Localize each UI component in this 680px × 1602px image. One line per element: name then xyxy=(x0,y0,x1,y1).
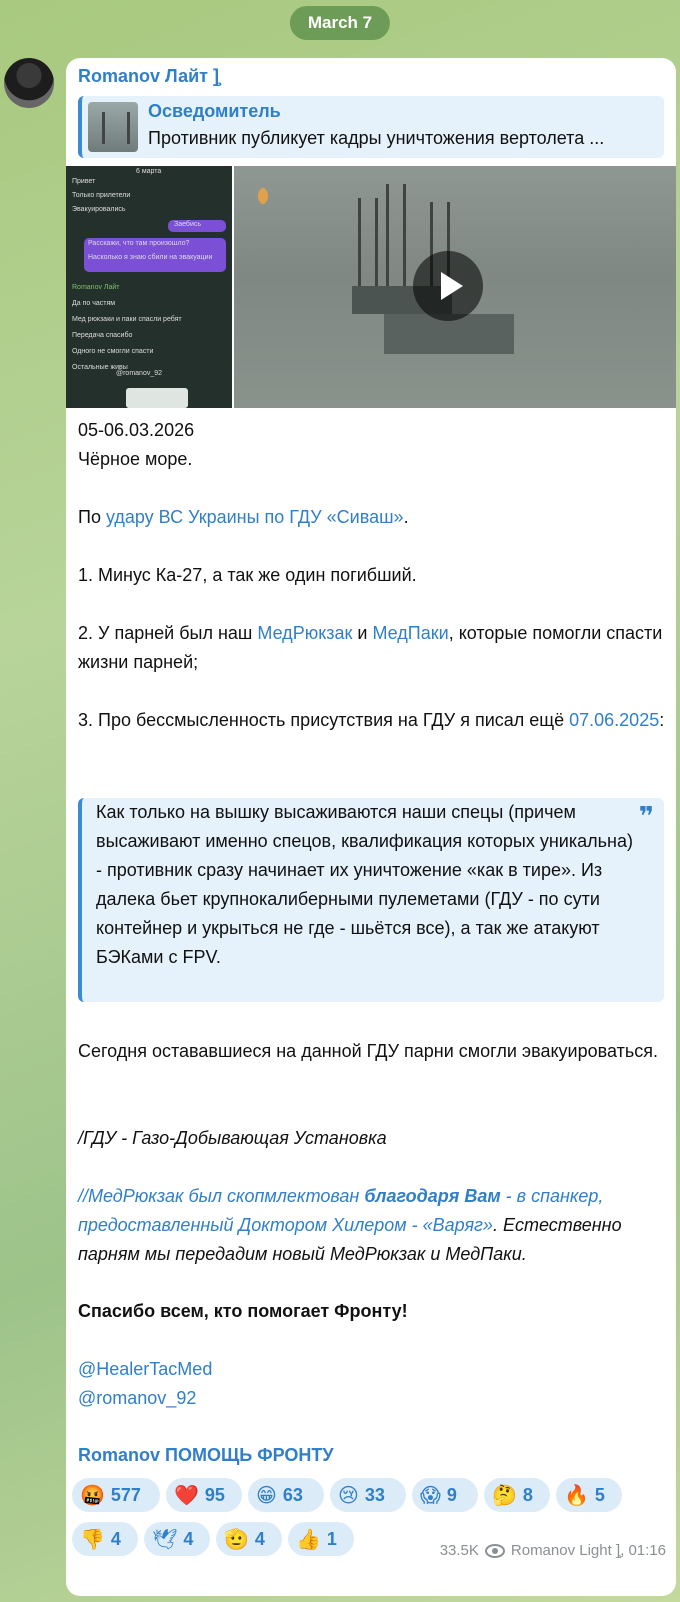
mention-romanov[interactable]: @romanov_92 xyxy=(78,1388,197,1408)
media-group xyxy=(66,166,676,408)
text-span: 2. У парней был наш xyxy=(78,623,258,643)
post-signature: Romanov Light ]̧, 01:16 xyxy=(510,1542,666,1559)
blockquote xyxy=(78,798,664,1002)
reaction-dove[interactable] xyxy=(144,1522,210,1556)
reaction-count: 9 xyxy=(446,1484,457,1505)
cry-emoji-icon: 😢 xyxy=(338,1484,359,1507)
strike-link[interactable]: удару ВС Украины по ГДУ «Сиваш» xyxy=(105,507,404,527)
forward-text: Противник публикует кадры уничтожения вертолета ... xyxy=(148,128,605,148)
forwarded-reply[interactable] xyxy=(78,96,664,158)
reaction-count: 4 xyxy=(254,1528,265,1549)
forward-thumbnail xyxy=(88,102,138,152)
thanks-line: Спасибо всем, кто помогает Фронту! xyxy=(78,1301,408,1321)
heart-emoji-icon: ❤️ xyxy=(174,1484,199,1507)
video-player[interactable] xyxy=(234,166,676,408)
chat-line: Мед рюкзаки и паки спасли ребят xyxy=(72,316,182,323)
reaction-thumbs-up[interactable] xyxy=(288,1522,354,1556)
chat-line: Одного не смогли спасти xyxy=(72,348,154,355)
chat-line: Эвакуировались xyxy=(72,206,126,213)
evac-paragraph: Сегодня остававшиеся на данной ГДУ парни смогли эвакуироваться. xyxy=(78,1041,658,1061)
help-front-link[interactable]: Romanov ПОМОЩЬ ФРОНТУ xyxy=(78,1445,334,1465)
reaction-cry[interactable] xyxy=(330,1478,406,1512)
quote-icon: ❞ xyxy=(638,801,654,831)
chat-line: Расскажи, что там произошло? xyxy=(88,240,190,247)
chat-line: Насколько я знаю сбили на эвакуации xyxy=(88,254,213,261)
text-span: 3. Про бессмысленность присутствия на ГДУ я писал ещё xyxy=(78,710,570,730)
text-span: //МедРюкзак был скопмлектован xyxy=(78,1186,365,1206)
chat-line: 6 марта xyxy=(136,168,162,175)
fire-emoji-icon: 🔥 xyxy=(564,1484,589,1507)
text-span: и xyxy=(352,623,373,643)
chat-screenshot-image[interactable] xyxy=(66,166,232,408)
quote-text: Как только на вышку высаживаются наши спецы (причем высаживают именно спецов, квалификация которых уникальна) - противник сразу начинает их уничтожение «как в тире». Из далека бьет крупнокалиберными пулеметами (ГДУ - по сути контейнер и укрыться не где - шьётся все), а так же атакуют БЭКами с FPV. xyxy=(96,802,633,967)
forward-source: Осведомитель xyxy=(148,101,281,121)
strike-paragraph xyxy=(78,503,668,532)
item-3 xyxy=(78,706,668,735)
reaction-count: 1 xyxy=(326,1528,337,1549)
avatar[interactable] xyxy=(4,58,54,108)
chat-line: Заебись xyxy=(174,221,202,228)
reaction-count: 5 xyxy=(594,1484,605,1505)
scream-emoji-icon: 😱 xyxy=(420,1484,441,1507)
text-span: : xyxy=(659,710,665,730)
view-count: 33.5K xyxy=(439,1542,479,1559)
message-meta xyxy=(440,1542,666,1559)
reaction-count: 4 xyxy=(183,1528,194,1549)
author-name[interactable]: Romanov Лайт ]̧ xyxy=(78,66,219,86)
eye-icon xyxy=(485,1544,505,1558)
post-date-line: 05-06.03.2026 xyxy=(78,420,195,440)
thumbs-up-emoji-icon: 👍 xyxy=(296,1528,321,1551)
medbackpack-paragraph xyxy=(78,1182,668,1269)
play-button[interactable] xyxy=(413,251,483,321)
item-2 xyxy=(78,619,668,677)
medpacks-link[interactable]: МедПаки xyxy=(372,623,449,643)
gdu-definition: /ГДУ - Газо-Добывающая Установка xyxy=(78,1128,387,1148)
reaction-thumbs-down[interactable] xyxy=(72,1522,138,1556)
reaction-angry[interactable] xyxy=(72,1478,160,1512)
chat-line: Romanov Лайт xyxy=(72,284,120,291)
reaction-heart[interactable] xyxy=(166,1478,242,1512)
reaction-fire[interactable] xyxy=(556,1478,622,1512)
post-sea-line: Чёрное море. xyxy=(78,449,193,469)
reaction-count: 33 xyxy=(364,1484,385,1505)
thinking-emoji-icon: 🤔 xyxy=(492,1484,517,1507)
thumbs-down-emoji-icon: 👎 xyxy=(80,1528,105,1551)
date-pill: March 7 xyxy=(290,6,390,40)
reaction-count: 63 xyxy=(282,1484,303,1505)
reaction-grin[interactable] xyxy=(248,1478,324,1512)
item-1: 1. Минус Ка-27, а так же один погибший. xyxy=(78,565,417,585)
mention-healer[interactable]: @HealerTacMed xyxy=(78,1359,213,1379)
reaction-salute[interactable] xyxy=(216,1522,282,1556)
thanks-link[interactable]: благодаря Вам xyxy=(364,1186,501,1206)
reaction-count: 4 xyxy=(110,1528,121,1549)
reaction-count: 95 xyxy=(204,1484,225,1505)
medbackpack-link[interactable]: МедРюкзак xyxy=(257,623,353,643)
text-span: . xyxy=(403,507,409,527)
angry-emoji-icon: 🤬 xyxy=(80,1484,105,1507)
reaction-scream[interactable] xyxy=(412,1478,478,1512)
spanker-link[interactable]: - в спанкер, предоставленный Доктором Хилером - «Варяг» xyxy=(78,1186,604,1235)
message-bubble xyxy=(66,58,676,1596)
dove-emoji-icon: 🕊 xyxy=(152,1528,178,1551)
grin-emoji-icon: 😁 xyxy=(256,1484,277,1507)
chat-line: Только прилетели xyxy=(72,192,131,199)
chat-line: Передача спасибо xyxy=(72,332,133,339)
reaction-count: 8 xyxy=(522,1484,533,1505)
text-span: , которые помогли спасти жизни парней; xyxy=(78,623,663,672)
text-span: . Естественно парням мы передадим новый МедРюкзак и МедПаки. xyxy=(78,1215,622,1264)
text-span: По xyxy=(78,507,106,527)
reaction-count: 577 xyxy=(110,1484,141,1505)
salute-emoji-icon: 🫡 xyxy=(224,1528,249,1551)
chat-line: Остальные живы xyxy=(72,364,128,371)
chat-line: @romanov_92 xyxy=(116,370,163,377)
date-link[interactable]: 07.06.2025 xyxy=(569,710,660,730)
chat-line: Привет xyxy=(72,178,96,185)
reaction-thinking[interactable] xyxy=(484,1478,550,1512)
chat-line: Да по частям xyxy=(72,300,116,307)
